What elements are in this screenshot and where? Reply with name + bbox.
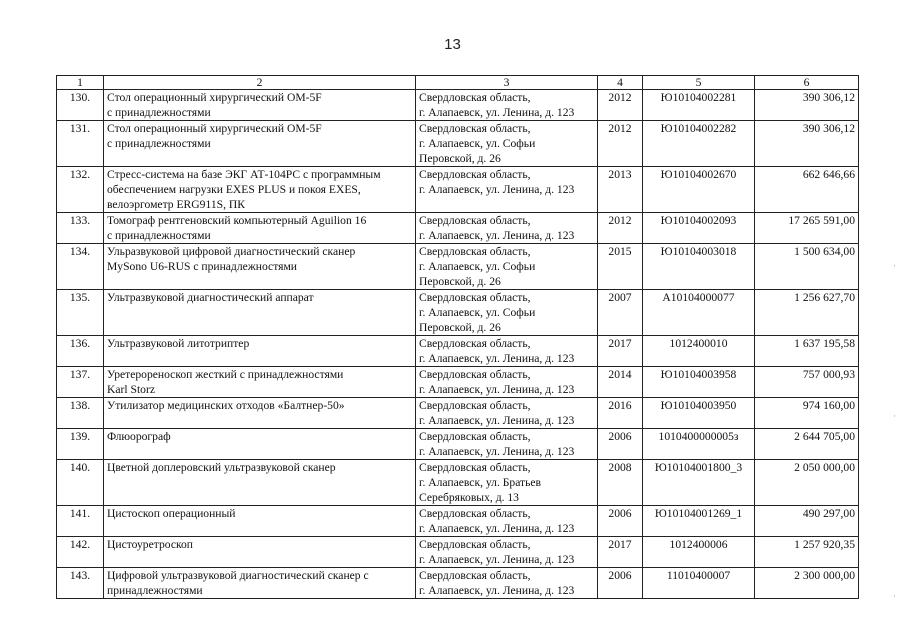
item-address	[416, 460, 598, 506]
column-header-inventory: 5	[643, 76, 755, 90]
item-address-line: Свердловская область,	[419, 91, 531, 104]
item-name-line: Стол операционный хирургический ОМ-5F	[107, 91, 322, 104]
column-header-address: 3	[416, 76, 598, 90]
item-address-line: Свердловская область,	[419, 507, 531, 520]
item-address-line: Свердловская область,	[419, 569, 531, 582]
item-address-line: г. Алапаевск, ул. Ленина, д. 123	[419, 229, 575, 242]
row-number: 131.	[57, 121, 104, 167]
item-name-line: Цветной доплеровский ультразвуковой сканер	[107, 461, 336, 474]
margin-mark: ·	[893, 412, 896, 422]
item-year: 2012	[598, 213, 643, 244]
row-number: 138.	[57, 398, 104, 429]
item-address-line: Свердловская область,	[419, 461, 531, 474]
item-address-line: г. Алапаевск, ул. Ленина, д. 123	[419, 553, 575, 566]
item-address-line: Свердловская область,	[419, 368, 531, 381]
item-name	[104, 537, 416, 568]
item-name-line: принадлежностями	[107, 584, 203, 597]
item-year: 2015	[598, 244, 643, 290]
row-number: 140.	[57, 460, 104, 506]
item-cost: 1 637 195,58	[755, 336, 859, 367]
item-name	[104, 121, 416, 167]
item-year: 2008	[598, 460, 643, 506]
table-row	[57, 90, 859, 121]
item-name	[104, 568, 416, 599]
item-name-line: с принадлежностями	[107, 106, 211, 119]
inventory-number: Ю10104001269_1	[643, 506, 755, 537]
item-address-line: г. Алапаевск, ул. Софьи	[419, 306, 536, 319]
item-address	[416, 121, 598, 167]
table-row	[57, 367, 859, 398]
item-cost: 2 050 000,00	[755, 460, 859, 506]
item-name-line: Утилизатор медицинских отходов «Балтнер-50»	[107, 399, 345, 412]
item-address	[416, 568, 598, 599]
item-name-line: Томограф рентгеновский компьютерный Aguilion 16	[107, 214, 367, 227]
item-address-line: Свердловская область,	[419, 168, 531, 181]
item-year: 2013	[598, 167, 643, 213]
item-name	[104, 398, 416, 429]
item-name-line: Стол операционный хирургический ОМ-5F	[107, 122, 322, 135]
item-address-line: Свердловская область,	[419, 337, 531, 350]
item-address-line: Свердловская область,	[419, 291, 531, 304]
row-number: 132.	[57, 167, 104, 213]
item-name-line: Стресс-система на базе ЭКГ АТ-104РС с программным	[107, 168, 381, 181]
item-name	[104, 460, 416, 506]
item-cost: 1 500 634,00	[755, 244, 859, 290]
item-cost: 757 000,93	[755, 367, 859, 398]
table-row	[57, 290, 859, 336]
item-name	[104, 429, 416, 460]
item-name-line: Ульразвуковой цифровой диагностический сканер	[107, 245, 356, 258]
item-year: 2012	[598, 90, 643, 121]
row-number: 134.	[57, 244, 104, 290]
inventory-number: Ю10104003950	[643, 398, 755, 429]
item-address-line: Свердловская область,	[419, 399, 531, 412]
item-cost: 974 160,00	[755, 398, 859, 429]
item-address-line: г. Алапаевск, ул. Братьев	[419, 476, 542, 489]
row-number: 143.	[57, 568, 104, 599]
item-address	[416, 290, 598, 336]
row-number: 137.	[57, 367, 104, 398]
row-number: 133.	[57, 213, 104, 244]
item-cost: 2 300 000,00	[755, 568, 859, 599]
item-name-line: MySono U6-RUS с принадлежностями	[107, 260, 297, 273]
item-year: 2012	[598, 121, 643, 167]
item-cost: 17 265 591,00	[755, 213, 859, 244]
item-cost: 390 306,12	[755, 121, 859, 167]
item-address-line: Свердловская область,	[419, 245, 531, 258]
item-name-line: с принадлежностями	[107, 229, 211, 242]
item-year: 2006	[598, 429, 643, 460]
table-row	[57, 568, 859, 599]
table-row	[57, 506, 859, 537]
item-address	[416, 367, 598, 398]
item-name-line: обеспечением нагрузки EXES PLUS и покоя EXES,	[107, 183, 361, 196]
inventory-number: 1012400010	[643, 336, 755, 367]
item-address	[416, 506, 598, 537]
margin-mark: ·	[893, 262, 896, 272]
table-row	[57, 213, 859, 244]
item-year: 2017	[598, 537, 643, 568]
item-address-line: г. Алапаевск, ул. Ленина, д. 123	[419, 522, 575, 535]
item-name-line: Флюорограф	[107, 430, 171, 443]
item-name	[104, 506, 416, 537]
item-name	[104, 290, 416, 336]
item-address-line: Серебряковых, д. 13	[419, 491, 519, 504]
item-address	[416, 167, 598, 213]
column-header-cost: 6	[755, 76, 859, 90]
item-address-line: г. Алапаевск, ул. Софьи	[419, 260, 536, 273]
row-number: 141.	[57, 506, 104, 537]
item-year: 2007	[598, 290, 643, 336]
item-address-line: Свердловская область,	[419, 214, 531, 227]
column-header-number: 1	[57, 76, 104, 90]
margin-mark: ·	[893, 592, 896, 602]
table-row	[57, 460, 859, 506]
item-name-line: Цифровой ультразвуковой диагностический сканер с	[107, 569, 369, 582]
item-name-line: с принадлежностями	[107, 137, 211, 150]
column-header-year: 4	[598, 76, 643, 90]
item-name	[104, 367, 416, 398]
table-body	[57, 90, 859, 599]
row-number: 135.	[57, 290, 104, 336]
item-address	[416, 336, 598, 367]
item-address	[416, 537, 598, 568]
column-header-name: 2	[104, 76, 416, 90]
row-number: 139.	[57, 429, 104, 460]
item-address-line: Перовской, д. 26	[419, 275, 501, 288]
inventory-number: Ю10104002281	[643, 90, 755, 121]
table-row	[57, 429, 859, 460]
inventory-number: Ю10104002670	[643, 167, 755, 213]
item-name	[104, 90, 416, 121]
row-number: 136.	[57, 336, 104, 367]
item-year: 2014	[598, 367, 643, 398]
inventory-number: 1012400006	[643, 537, 755, 568]
item-address-line: г. Алапаевск, ул. Ленина, д. 123	[419, 352, 575, 365]
item-address-line: Перовской, д. 26	[419, 321, 501, 334]
property-table	[56, 75, 859, 599]
table-row	[57, 336, 859, 367]
item-address-line: г. Алапаевск, ул. Ленина, д. 123	[419, 445, 575, 458]
item-name-line: велоэргометр ERG911S, ПК	[107, 198, 245, 211]
item-address	[416, 429, 598, 460]
inventory-number: А10104000077	[643, 290, 755, 336]
item-cost: 390 306,12	[755, 90, 859, 121]
inventory-number: 1010400000005з	[643, 429, 755, 460]
item-name-line: Ультразвуковой литотриптер	[107, 337, 250, 350]
item-year: 2017	[598, 336, 643, 367]
item-address-line: г. Алапаевск, ул. Ленина, д. 123	[419, 106, 575, 119]
item-name-line: Ультразвуковой диагностический аппарат	[107, 291, 314, 304]
table-header-row	[57, 76, 859, 90]
table-row	[57, 121, 859, 167]
table-row	[57, 398, 859, 429]
item-address-line: г. Алапаевск, ул. Ленина, д. 123	[419, 183, 575, 196]
item-address	[416, 244, 598, 290]
item-address-line: г. Алапаевск, ул. Ленина, д. 123	[419, 584, 575, 597]
item-name-line: Karl Storz	[107, 383, 155, 396]
item-address-line: г. Алапаевск, ул. Софьи	[419, 137, 536, 150]
item-address-line: Перовской, д. 26	[419, 152, 501, 165]
table-row	[57, 537, 859, 568]
item-name	[104, 213, 416, 244]
inventory-number: Ю10104001800_3	[643, 460, 755, 506]
item-address-line: г. Алапаевск, ул. Ленина, д. 123	[419, 383, 575, 396]
item-year: 2006	[598, 568, 643, 599]
table-row	[57, 244, 859, 290]
inventory-number: Ю10104003018	[643, 244, 755, 290]
item-year: 2016	[598, 398, 643, 429]
item-name	[104, 244, 416, 290]
inventory-number: 11010400007	[643, 568, 755, 599]
item-name-line: Цистоскоп операционный	[107, 507, 236, 520]
row-number: 142.	[57, 537, 104, 568]
item-name	[104, 336, 416, 367]
item-address-line: Свердловская область,	[419, 538, 531, 551]
item-name-line: Уретерореноскоп жесткий с принадлежностями	[107, 368, 344, 381]
item-cost: 490 297,00	[755, 506, 859, 537]
row-number: 130.	[57, 90, 104, 121]
item-year: 2006	[598, 506, 643, 537]
item-address-line: Свердловская область,	[419, 122, 531, 135]
item-address-line: Свердловская область,	[419, 430, 531, 443]
item-cost: 1 257 920,35	[755, 537, 859, 568]
item-name	[104, 167, 416, 213]
item-cost: 662 646,66	[755, 167, 859, 213]
item-cost: 2 644 705,00	[755, 429, 859, 460]
item-name-line: Цистоуретроскоп	[107, 538, 194, 551]
item-address	[416, 398, 598, 429]
item-address	[416, 90, 598, 121]
inventory-number: Ю10104003958	[643, 367, 755, 398]
inventory-number: Ю10104002093	[643, 213, 755, 244]
item-address-line: г. Алапаевск, ул. Ленина, д. 123	[419, 414, 575, 427]
item-cost: 1 256 627,70	[755, 290, 859, 336]
inventory-number: Ю10104002282	[643, 121, 755, 167]
page-number: 13	[444, 36, 461, 53]
item-address	[416, 213, 598, 244]
table-row	[57, 167, 859, 213]
